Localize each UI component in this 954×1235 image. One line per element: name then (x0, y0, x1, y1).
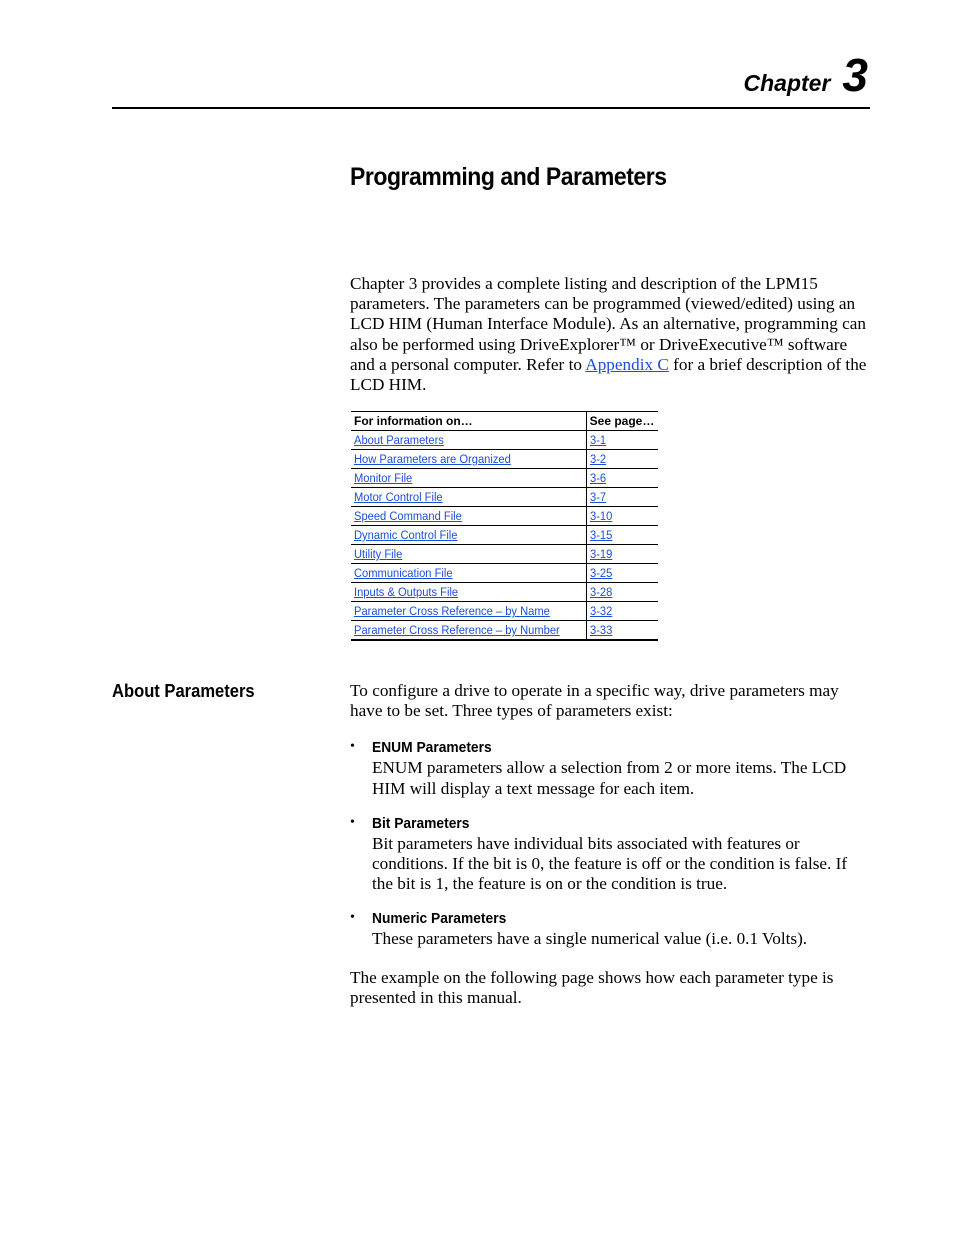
page-link[interactable]: 3-6 (589, 471, 606, 485)
topic-link[interactable]: Communication File (354, 566, 453, 580)
table-row (351, 526, 658, 545)
bullet-icon: • (350, 814, 355, 830)
topic-cell (351, 602, 586, 621)
table-row (351, 488, 658, 507)
table-header-row (351, 412, 658, 431)
table-row (351, 545, 658, 564)
page-cell (586, 583, 658, 602)
page-link[interactable]: 3-19 (589, 547, 612, 561)
table-row (351, 564, 658, 583)
topic-link[interactable]: Parameter Cross Reference – by Number (354, 623, 560, 637)
page-link[interactable]: 3-32 (589, 604, 612, 618)
bullet-title: ENUM Parameters (372, 739, 492, 757)
topic-link[interactable]: Parameter Cross Reference – by Name (354, 604, 550, 618)
table-row (351, 621, 658, 641)
chapter-number: 3 (842, 49, 868, 101)
page-link[interactable]: 3-1 (589, 433, 606, 447)
page-cell (586, 545, 658, 564)
topic-link[interactable]: Utility File (354, 547, 403, 561)
page-link[interactable]: 3-15 (589, 528, 612, 542)
page-cell (586, 431, 658, 450)
bullet-text: These parameters have a single numerical value (i.e. 0.1 Volts). (372, 929, 808, 949)
page-title: Programming and Parameters (350, 163, 667, 191)
header-rule (112, 107, 870, 109)
closing-paragraph: The example on the following page shows how each parameter type is presented in this manual. (350, 967, 834, 1007)
table-row (351, 583, 658, 602)
table-row (351, 602, 658, 621)
about-lead-paragraph: To configure a drive to operate in a specific way, drive parameters may have to be set. Three types of parameters exist: (350, 681, 839, 721)
page-link[interactable]: 3-25 (589, 566, 612, 580)
intro-paragraph (350, 274, 870, 395)
table-row (351, 450, 658, 469)
table-row (351, 507, 658, 526)
topic-link[interactable]: Monitor File (354, 471, 413, 485)
topic-cell (351, 431, 586, 450)
topic-link[interactable]: Speed Command File (354, 509, 462, 523)
topic-cell (351, 526, 586, 545)
page-link[interactable]: 3-2 (589, 452, 606, 466)
page-cell (586, 469, 658, 488)
list-item (350, 908, 872, 949)
parameter-type-list (350, 737, 872, 949)
page-cell (586, 564, 658, 583)
topic-cell (351, 621, 586, 641)
topic-link[interactable]: How Parameters are Organized (354, 452, 511, 466)
chapter-header (743, 49, 869, 101)
page-cell (586, 507, 658, 526)
bullet-icon: • (350, 910, 355, 926)
list-item (350, 813, 872, 895)
page-column-header: See page… (586, 412, 658, 431)
topic-link[interactable]: About Parameters (354, 433, 444, 447)
table-body (351, 431, 658, 641)
page-link[interactable]: 3-10 (589, 509, 612, 523)
topic-cell (351, 469, 586, 488)
topic-cell (351, 488, 586, 507)
list-item (350, 737, 872, 798)
topic-cell (351, 450, 586, 469)
bullet-text: ENUM parameters allow a selection from 2 or more items. The LCD HIM will display a text message for each item. (372, 758, 847, 798)
chapter-label: Chapter (743, 70, 831, 96)
topic-cell (351, 583, 586, 602)
page-link[interactable]: 3-28 (589, 585, 612, 599)
about-parameters-section (350, 681, 872, 1008)
page-cell (586, 488, 658, 507)
topic-column-header: For information on… (351, 412, 586, 431)
intro-text-start: Chapter 3 provides a complete listing and description of the LPM15 parameters. The parameters can be programmed (viewed/edited) using an LCD HIM (Human Interface Module). As an alternative, programming can also be performed using DriveExplorer™ or DriveExecutive™ software and a personal computer. Refer to (350, 274, 866, 374)
about-parameters-heading: About Parameters (112, 681, 255, 701)
page-link[interactable]: 3-33 (589, 623, 612, 637)
topic-cell (351, 507, 586, 526)
bullet-title: Numeric Parameters (372, 910, 507, 928)
table-row (351, 431, 658, 450)
bullet-title: Bit Parameters (372, 814, 470, 832)
page-link[interactable]: 3-7 (589, 490, 606, 504)
topic-cell (351, 545, 586, 564)
page-cell (586, 450, 658, 469)
bullet-text: Bit parameters have individual bits associated with features or conditions. If the bit is 0, the feature is off or the condition is false. If the bit is 1, the feature is on or the condition is true. (372, 833, 848, 894)
chapter-contents-table (351, 411, 658, 641)
table-row (351, 469, 658, 488)
page-cell (586, 621, 658, 641)
topic-link[interactable]: Dynamic Control File (354, 528, 458, 542)
bullet-icon: • (350, 739, 355, 755)
appendix-c-link[interactable]: Appendix C (585, 354, 669, 374)
topic-link[interactable]: Motor Control File (354, 490, 443, 504)
page-cell (586, 602, 658, 621)
topic-link[interactable]: Inputs & Outputs File (354, 585, 459, 599)
intro-text-end: for a brief description of the LCD HIM. (350, 354, 867, 395)
page-cell (586, 526, 658, 545)
topic-cell (351, 564, 586, 583)
